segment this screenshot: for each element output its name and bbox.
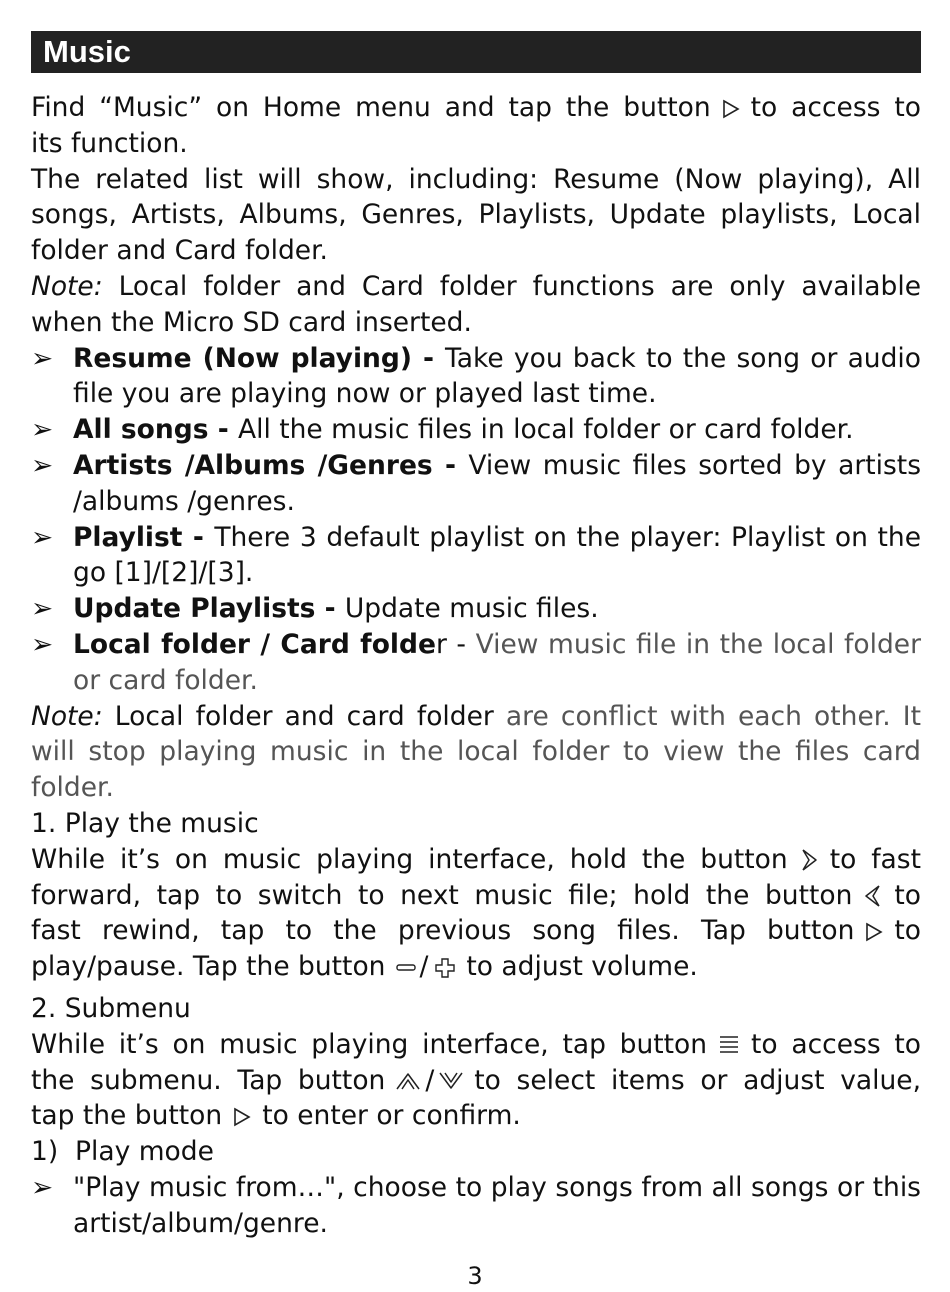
intro-line-1: Find “Music” on Home menu and tap the button to access to xyxy=(31,92,921,123)
content xyxy=(31,90,921,1242)
next-arrow-icon xyxy=(798,848,820,872)
section-heading-submenu: 2. Submenu xyxy=(31,992,191,1024)
play-line-3: fast rewind, tap to the previous song files. Tap button to xyxy=(31,915,921,947)
list-item: ➢ Local folder / Card folder - View music file in the local folder or card folder. xyxy=(31,628,921,696)
play-line-4: play/pause. Tap the button / to adjust volume. xyxy=(31,951,698,983)
play-triangle-icon xyxy=(864,922,884,942)
volume-plus-icon xyxy=(434,957,456,979)
menu-lines-icon xyxy=(717,1034,741,1056)
play-triangle-icon xyxy=(232,1107,252,1127)
list-item: ➢ "Play music from…", choose to play songs from all songs or this artist/album/genre. xyxy=(31,1171,921,1239)
bullet-arrow-icon: ➢ xyxy=(31,628,54,660)
bullet-arrow-icon: ➢ xyxy=(31,414,54,446)
list-item: ➢ Resume (Now playing) - Take you back to the song or audio file you are playing now or played last time. xyxy=(31,342,922,410)
note-label: Note: xyxy=(31,270,103,302)
manual-page xyxy=(31,31,921,1242)
conflict-note: Note: Local folder and card folder are conflict with each other. It will stop playing music in the local folder to view the files card folder. xyxy=(31,700,921,804)
list-item: ➢ Update Playlists - Update music files. xyxy=(31,591,921,627)
bullet-arrow-icon: ➢ xyxy=(31,449,54,481)
bullet-arrow-icon: ➢ xyxy=(31,342,54,374)
submenu-line-3: tap the button to enter or confirm. xyxy=(31,1100,521,1132)
down-arrow-icon xyxy=(438,1071,464,1091)
intro-paragraph-2: The related list will show, including: Resume (Now playing), All songs, Artists, Albums, Genres, Playlists, Update playlists, Local folder and Card folder. xyxy=(31,163,921,267)
page-number: 3 xyxy=(467,1262,483,1290)
volume-minus-icon xyxy=(395,962,417,974)
submenu-line-2: the submenu. Tap button / to select items or adjust value, xyxy=(31,1064,921,1096)
section-title-bar xyxy=(31,31,921,73)
submenu-line-1: While it’s on music playing interface, tap button to access to xyxy=(31,1028,921,1060)
bullet-arrow-icon: ➢ xyxy=(31,593,54,625)
list-item: ➢ Playlist - There 3 default playlist on the player: Playlist on the go [1]/[2]/[3]. xyxy=(31,521,922,589)
play-triangle-icon xyxy=(721,99,741,119)
subheading-play-mode: 1) Play mode xyxy=(31,1136,214,1168)
bullet-arrow-icon: ➢ xyxy=(31,521,54,553)
previous-arrow-icon xyxy=(862,884,884,908)
intro-line-2: its function. xyxy=(31,127,188,159)
play-line-1: While it’s on music playing interface, hold the button to fast xyxy=(31,843,921,875)
intro-note: Note: Local folder and Card folder functions are only available when the Micro SD card inserted. xyxy=(31,270,921,338)
bullet-arrow-icon: ➢ xyxy=(31,1171,54,1203)
list-item: ➢ All songs - All the music files in local folder or card folder. xyxy=(31,412,921,448)
up-arrow-icon xyxy=(395,1071,421,1091)
section-heading-play-music: 1. Play the music xyxy=(31,807,259,839)
play-line-2: forward, tap to switch to next music file; hold the button to xyxy=(31,879,921,911)
list-item: ➢ Artists /Albums /Genres - View music files sorted by artists /albums /genres. xyxy=(31,449,922,517)
note-label: Note: xyxy=(31,700,103,732)
section-title: Music xyxy=(43,34,131,69)
